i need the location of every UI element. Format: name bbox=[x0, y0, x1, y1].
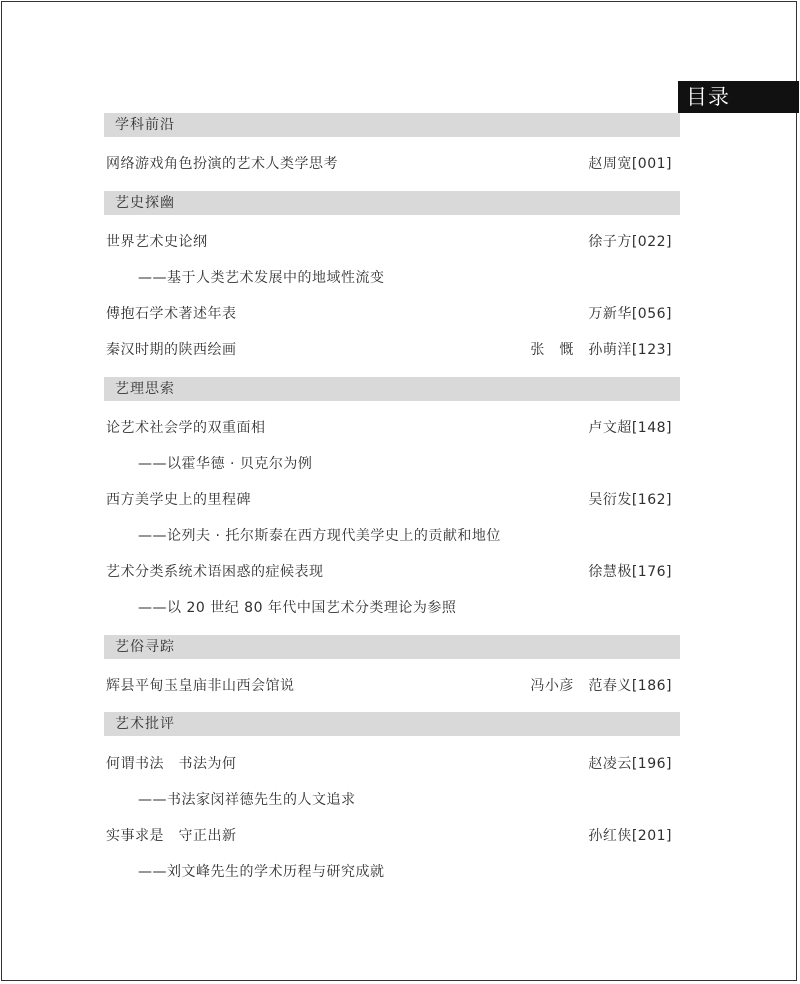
entry-subtitle: ——刘文峰先生的学术历程与研究成就 bbox=[138, 864, 385, 880]
entry-title: 世界艺术史论纲 bbox=[106, 234, 208, 250]
entry-author-page: 徐慧极[176] bbox=[588, 564, 672, 580]
toc-entry[interactable] bbox=[106, 675, 672, 697]
entry-author-page: 万新华[056] bbox=[588, 306, 672, 322]
entry-author-page: 孙红侠[201] bbox=[588, 828, 672, 844]
section-header-art-criticism: 艺术批评 bbox=[104, 712, 680, 736]
entry-author-page: 赵凌云[196] bbox=[588, 756, 672, 772]
entry-author-page: 吴衍发[162] bbox=[588, 492, 672, 508]
entry-subtitle: ——以霍华德 · 贝克尔为例 bbox=[138, 456, 313, 472]
entry-title: 网络游戏角色扮演的艺术人类学思考 bbox=[106, 156, 338, 172]
entry-author-page: 徐子方[022] bbox=[588, 234, 672, 250]
entry-title: 论艺术社会学的双重面相 bbox=[106, 420, 266, 436]
toc-entry[interactable] bbox=[106, 417, 672, 439]
entry-subtitle: ——以 20 世纪 80 年代中国艺术分类理论为参照 bbox=[138, 600, 457, 616]
toc-entry[interactable] bbox=[106, 153, 672, 175]
entry-title: 傅抱石学术著述年表 bbox=[106, 306, 237, 322]
entry-author-page: 卢文超[148] bbox=[588, 420, 672, 436]
entry-subtitle: ——论列夫 · 托尔斯泰在西方现代美学史上的贡献和地位 bbox=[138, 528, 501, 544]
section-header-folk-art: 艺俗寻踪 bbox=[104, 635, 680, 659]
toc-entry[interactable] bbox=[106, 753, 672, 775]
section-header-art-theory: 艺理思索 bbox=[104, 377, 680, 401]
section-header-frontier: 学科前沿 bbox=[104, 113, 680, 137]
toc-entry[interactable] bbox=[106, 561, 672, 583]
entry-title: 秦汉时期的陕西绘画 bbox=[106, 342, 237, 358]
entry-author-page: 张 慨 孙萌洋[123] bbox=[530, 342, 672, 358]
entry-title: 辉县平甸玉皇庙非山西会馆说 bbox=[106, 678, 295, 694]
entry-subtitle: ——书法家闵祥德先生的人文追求 bbox=[138, 792, 356, 808]
entry-author-page: 冯小彦 范春义[186] bbox=[530, 678, 672, 694]
toc-entry[interactable] bbox=[106, 231, 672, 253]
toc-entry[interactable] bbox=[106, 339, 672, 361]
entry-title: 实事求是 守正出新 bbox=[106, 828, 237, 844]
entry-title: 艺术分类系统术语困惑的症候表现 bbox=[106, 564, 324, 580]
section-header-art-history: 艺史探幽 bbox=[104, 191, 680, 215]
toc-entry[interactable] bbox=[106, 303, 672, 325]
entry-title: 何谓书法 书法为何 bbox=[106, 756, 237, 772]
entry-title: 西方美学史上的里程碑 bbox=[106, 492, 251, 508]
entry-subtitle: ——基于人类艺术发展中的地域性流变 bbox=[138, 270, 385, 286]
entry-author-page: 赵周宽[001] bbox=[588, 156, 672, 172]
toc-entry[interactable] bbox=[106, 825, 672, 847]
toc-title: 目录 bbox=[678, 81, 799, 113]
toc-entry[interactable] bbox=[106, 489, 672, 511]
